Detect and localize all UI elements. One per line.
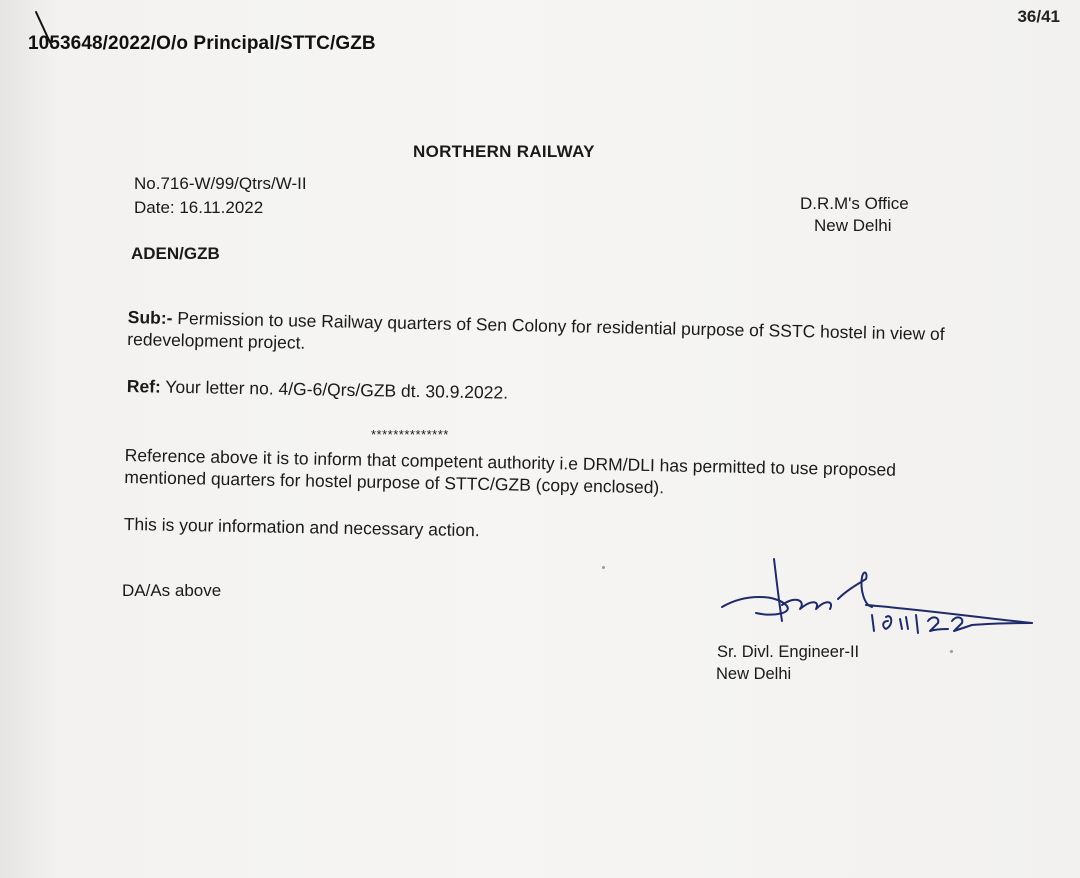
- separator-stars: **************: [371, 427, 449, 442]
- subject-paragraph: [127, 306, 958, 367]
- scan-speck: [602, 566, 605, 569]
- signer-designation: Sr. Divl. Engineer-II: [717, 643, 860, 661]
- reference-label: Ref:: [126, 375, 162, 397]
- enclosure-note: DA/As above: [122, 581, 222, 600]
- body-paragraph: Reference above it is to inform that competent authority i.e DRM/DLI has permitted to use proposed mentioned quarters for hostel purpose of STTC/GZB (copy enclosed).: [124, 444, 897, 498]
- office-city: New Delhi: [814, 216, 892, 235]
- subject-text: Permission to use Railway quarters of Sen Colony for residential purpose of SSTC hostel in view of redevelopment project.: [127, 308, 945, 353]
- document-id: 1053648/2022/O/o Principal/STTC/GZB: [28, 33, 376, 54]
- organization-heading: NORTHERN RAILWAY: [413, 142, 595, 161]
- reference-line: [127, 375, 509, 404]
- page-counter: 36/41: [1017, 7, 1060, 26]
- letter-number: No.716-W/99/Qtrs/W-II: [134, 174, 307, 193]
- addressee: ADEN/GZB: [131, 244, 220, 263]
- scan-speck: [950, 650, 953, 653]
- letter-date: Date: 16.11.2022: [134, 198, 264, 217]
- signature-graphic: [716, 555, 1046, 645]
- handwritten-signature: [716, 555, 1046, 645]
- office-name: D.R.M's Office: [800, 194, 909, 213]
- closing-line: This is your information and necessary action.: [123, 513, 480, 541]
- subject-label: Sub:-: [127, 306, 173, 328]
- signer-city: New Delhi: [716, 665, 792, 683]
- reference-text: Your letter no. 4/G-6/Qrs/GZB dt. 30.9.2022.: [165, 376, 509, 403]
